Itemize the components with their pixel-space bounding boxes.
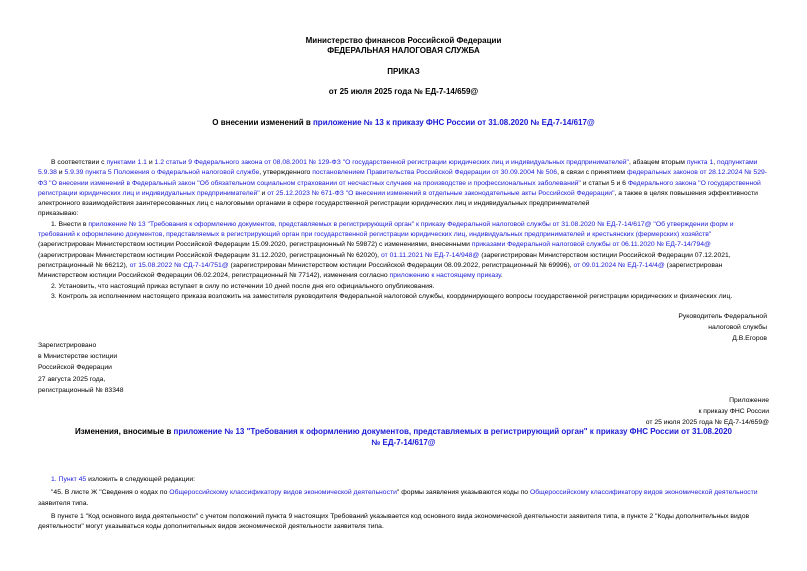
quoted-paragraph xyxy=(38,488,768,509)
text: 1. Внести в xyxy=(51,220,89,228)
law-link[interactable]: Федерального закона "О государственной регистрации юридических лиц и индивидуальных предпринимателей" xyxy=(38,179,761,197)
text: (зарегистрирован Министерством юстиции Российской Федерации 07.12.2021, регистрационный № 66212), xyxy=(38,251,731,269)
text: (зарегистрирован Министерством юстиции Российской Федерации 08.09.2022, регистрационный № 69996), xyxy=(228,261,574,269)
law-link[interactable]: 1.2 статьи 9 Федерального закона от 08.08.2001 № 129-ФЗ "О государственной регистрации юридических лиц и индивидуальных предпринимателей" xyxy=(154,159,629,166)
text: , абзацем вторым xyxy=(628,159,687,166)
signer-name: Д.В.Егоров xyxy=(732,335,767,342)
item-1 xyxy=(38,220,768,282)
text: , утвержденного xyxy=(259,169,313,177)
doc-link[interactable]: от 15.08.2022 № СД-7-14/751@ xyxy=(129,261,229,269)
law-link[interactable]: подпунктами 5.9.38 xyxy=(38,159,758,177)
okved-link[interactable]: Общероссийскому классификатору видов экономической деятельности xyxy=(529,489,758,497)
doc-link[interactable]: приказами Федеральной налоговой службы от 06.11.2020 № ЕД-7-14/794@ xyxy=(471,241,711,249)
text: (зарегистрирован Министерством юстиции Российской Федерации 31.12.2020, регистрационный № 62020), xyxy=(38,251,381,259)
text: (зарегистрирован Министерством юстиции Российской Федерации 15.09.2020, регистрационный № 59872) с изменениями, внесенными xyxy=(38,241,472,249)
text: и статьи 5 и 6 xyxy=(580,179,628,187)
text: и xyxy=(146,159,155,166)
text: и xyxy=(259,189,268,197)
changes-title-prefix: Изменения, вносимые в xyxy=(75,427,174,436)
changes-title-link[interactable]: приложение № 13 "Требования к оформлению документов, представляемых в регистрирующий орган" к приказу ФНС России от 31.08.2020 xyxy=(173,427,732,436)
document-header xyxy=(0,36,807,56)
text: и xyxy=(56,169,65,177)
appendix-line: от 25 июля 2025 года № ЕД-7-14/659@ xyxy=(645,419,769,426)
law-link[interactable]: 5.9.39 пункта 5 Положения о Федеральной налоговой службе xyxy=(64,169,260,177)
text: , xyxy=(713,159,718,166)
law-link[interactable]: постановлением Правительства Российской Федерации от 30.09.2004 № 506 xyxy=(312,169,558,177)
law-link[interactable]: пункта 1 xyxy=(686,159,714,166)
changes-title xyxy=(30,427,777,448)
registration-line: 27 августа 2025 года, xyxy=(38,375,106,383)
doc-link[interactable]: от 01.11.2021 № ЕД-7-14/948@ xyxy=(380,251,480,259)
registration-line: в Министерстве юстиции xyxy=(38,353,118,361)
appendix-line: к приказу ФНС России xyxy=(698,408,769,415)
title-link[interactable]: приложение № 13 к приказу ФНС России от 31.08.2020 № ЕД-7-14/617@ xyxy=(312,118,595,127)
signature-block xyxy=(678,311,767,344)
preamble-paragraph xyxy=(38,158,768,209)
item-2: 2. Установить, что настоящий приказ вступает в силу по истечении 10 дней после дня его официального опубликования. xyxy=(51,282,435,290)
law-link[interactable]: от 25.12.2023 № 671-ФЗ "О внесении изменений в отдельные законодательные акты Российской Федерации" xyxy=(267,189,615,197)
ministry-name: Министерство финансов Российской Федерации xyxy=(305,36,502,45)
text: , в связи с принятием xyxy=(557,169,627,177)
service-name: ФЕДЕРАЛЬНАЯ НАЛОГОВАЯ СЛУЖБА xyxy=(327,46,480,55)
changes-body xyxy=(38,475,768,532)
title-prefix: О внесении изменений в xyxy=(212,118,313,127)
okved-link[interactable]: Общероссийскому классификатору видов экономической деятельности xyxy=(169,489,397,497)
doc-type: ПРИКАЗ xyxy=(387,67,420,76)
registration-line: Российской Федерации xyxy=(38,364,112,372)
text: изложить в следующей редакции: xyxy=(86,476,196,483)
registration-line: регистрационный № 83348 xyxy=(38,386,124,394)
appendix-header xyxy=(646,395,769,428)
signature-line: Руководитель Федеральной xyxy=(678,313,767,320)
changes-title-link[interactable]: № ЕД-7-14/617@ xyxy=(371,437,436,447)
appendix-line: Приложение xyxy=(729,397,769,404)
item-3: 3. Контроль за исполнением настоящего приказа возложить на заместителя руководителя Федеральной налоговой службы, координирующего вопросы государственной регистрации юридических и физических лиц. xyxy=(51,292,733,300)
text: , а также в целях повышения эффективности электронного взаимодействия заинтересованных лиц с налоговыми органами в сфере государственной регистрации юридических лиц и индивидуальных предпринимателей xyxy=(38,189,758,208)
order-word: приказываю: xyxy=(38,210,79,218)
text: " формы заявления указываются коды по xyxy=(396,489,530,497)
text: "45. В листе Ж "Сведения о кодах по xyxy=(51,489,170,497)
law-link[interactable]: федеральных законов от 28.12.2024 № 529-ФЗ "О внесении изменений в Федеральный закон "Об обязательном социальном страховании от несчастных случаев на производстве и профессиональных заболеваний" xyxy=(38,169,768,187)
registration-line: Зарегистрировано xyxy=(38,342,97,349)
doc-link[interactable]: приложению к настоящему приказу xyxy=(389,272,501,280)
text: заявителя типа. xyxy=(38,499,89,507)
doc-date-number: от 25 июля 2025 года № ЕД-7-14/659@ xyxy=(328,87,479,96)
doc-link[interactable]: от 09.01.2024 № ЕД-7-14/4@ xyxy=(573,261,665,269)
page-title xyxy=(0,118,807,127)
change-item-1 xyxy=(38,475,768,485)
text: В соответствии с xyxy=(51,159,107,166)
text: . xyxy=(500,272,503,280)
preamble xyxy=(38,158,768,302)
point-link[interactable]: 1. Пункт 45 xyxy=(51,476,87,483)
registration-block xyxy=(38,340,124,396)
text: (зарегистрирован Министерством юстиции Российской Федерации 06.02.2024, регистрационный № 77142), изменения согласно xyxy=(38,261,723,280)
law-link[interactable]: пунктами 1.1 xyxy=(106,159,147,166)
change-paragraph-2: В пункте 1 "Код основного вида деятельности" с учетом положений пункта 9 настоящих Требований указывается код основного вида экономической деятельности заявителя типа, в пункте 2 "Коды дополнительных видов деятельности" могут указываться коды дополнительных видов экономической деятельности заявителя типа. xyxy=(38,512,750,531)
signature-line: налоговой службы xyxy=(708,324,767,331)
doc-link[interactable]: приложение № 13 "Требования к оформлению документов, представляемых в регистрирующий орган" к приказу Федеральной налоговой службы от 31.08.2020 № ЕД-7-14/617@ "Об утверждении форм и требований к оформлению документов, представляемых в регистрирующий орган при государственной регистрации юридических лиц, индивидуальных предпринимателей и крестьянских (фермерских) хозяйств" xyxy=(38,220,734,239)
